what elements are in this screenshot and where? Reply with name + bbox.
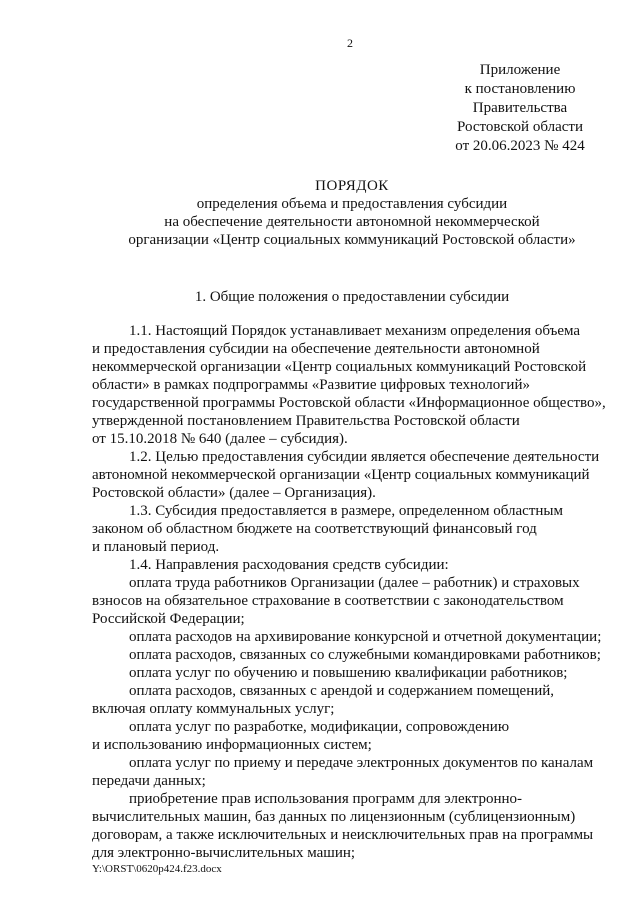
annex-line: Приложение	[479, 62, 561, 78]
annex-block	[440, 61, 600, 156]
annex-line: от 20.06.2023 № 424	[455, 138, 585, 154]
paragraph: оплата расходов, связанных со служебными командировками работников;	[129, 647, 601, 663]
annex-line: к постановлению	[464, 81, 576, 97]
paragraph: оплата труда работников Организации (далее – работник) и страховых взносов на обязательное страхование в соответствии с законодательством Российской Федерации;	[92, 575, 580, 627]
document-subtitle-line: на обеспечение деятельности автономной некоммерческой	[164, 214, 540, 230]
body-text	[92, 322, 612, 862]
file-path-footer: Y:\ORST\0620p424.f23.docx	[92, 863, 222, 875]
paragraph: оплата расходов на архивирование конкурсной и отчетной документации;	[129, 629, 602, 645]
paragraph: 1.4. Направления расходования средств субсидии:	[129, 557, 449, 573]
section-heading: 1. Общие положения о предоставлении субсидии	[194, 289, 510, 305]
paragraph: приобретение прав использования программ для электронно- вычислительных машин, баз данных по лицензионным (сублицензионным) договорам, а также исключительных и неисключительных прав на программы для электронно-вычислительных машин;	[92, 791, 594, 861]
paragraph: оплата расходов, связанных с арендой и содержанием помещений, включая оплату коммунальных услуг;	[92, 683, 555, 717]
paragraph: 1.2. Целью предоставления субсидии является обеспечение деятельности автономной некоммерческой организации «Центр социальных коммуникаций Ростовской области» (далее – Организация).	[92, 449, 600, 501]
paragraph: оплата услуг по разработке, модификации, сопровождению и использованию информационных систем;	[92, 719, 510, 753]
document-title: ПОРЯДОК	[315, 178, 389, 194]
document-subtitle-line: определения объема и предоставления субсидии	[196, 196, 508, 212]
annex-line: Ростовской области	[457, 119, 583, 135]
paragraph: 1.1. Настоящий Порядок устанавливает механизм определения объема и предоставления субсидии на обеспечение деятельности автономной некоммерческой организации «Центр социальных коммуникаций Ростовской области» в рамках подпрограммы «Развитие цифровых технологий» государственной программы Ростовской области «Информационное общество», утвержденной постановлением Правительства Ростовской области от 15.10.2018 № 640 (далее – субсидия).	[92, 323, 606, 447]
paragraph: оплата услуг по обучению и повышению квалификации работников;	[129, 665, 568, 681]
document-title-block	[92, 177, 612, 249]
document-subtitle-line: организации «Центр социальных коммуникаций Ростовской области»	[128, 232, 576, 248]
paragraph: оплата услуг по приему и передаче электронных документов по каналам передачи данных;	[92, 755, 594, 789]
page-number: 2	[347, 36, 353, 50]
paragraph: 1.3. Субсидия предоставляется в размере, определенном областным законом об областном бюджете на соответствующий финансовый год и плановый период.	[92, 503, 563, 555]
annex-line: Правительства	[472, 100, 568, 116]
